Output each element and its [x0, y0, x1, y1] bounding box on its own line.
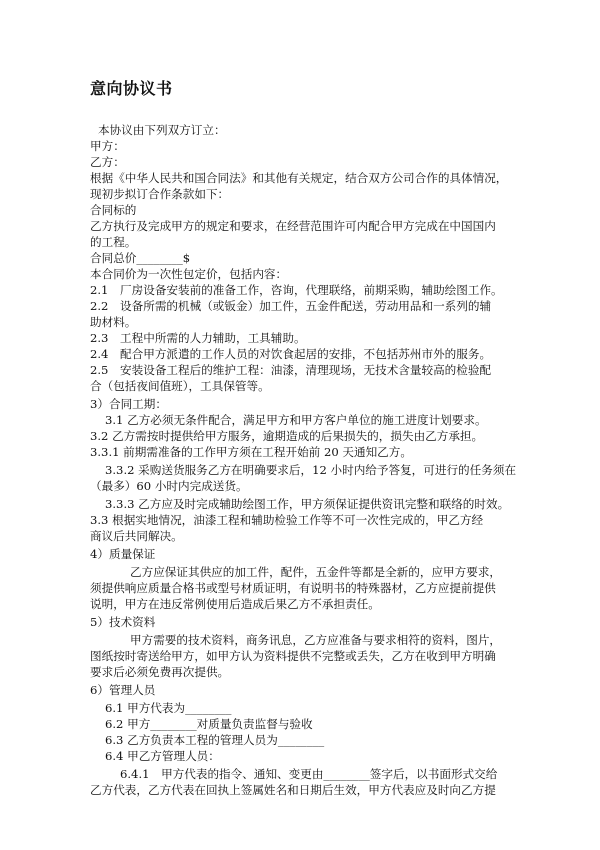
- clause-6-3: 6.3 乙方负责本工程的管理人员为________: [105, 733, 325, 747]
- clause-6-4-1: 6.4.1 甲方代表的指令、通知、变更由________签字后，以书面形式交给: [120, 767, 498, 781]
- paragraph-line: 乙方执行及完成甲方的规定和要求，在经营范围许可内配合甲方完成在中国国内: [90, 219, 496, 233]
- clause-6-1: 6.1 甲方代表为________: [105, 701, 232, 715]
- clause-3-3: 3.3 根据实地情况，油漆工程和辅助检验工作等不可一次性完成的，甲乙方经: [90, 513, 484, 527]
- clause-3-1: 3.1 乙方必须无条件配合，满足甲方和甲方客户单位的施工进度计划要求。: [105, 413, 487, 427]
- section-heading: 3）合同工期：: [90, 397, 167, 411]
- section-heading: 合同标的: [90, 203, 137, 217]
- paragraph-line: 现初步拟订合作条款如下：: [90, 187, 230, 201]
- paragraph-line: 甲方需要的技术资料，商务讯息，乙方应准备与要求相符的资料，图片，: [130, 633, 502, 647]
- section-heading: 5）技术资料: [90, 615, 156, 629]
- clause-2-4: 2.4 配合甲方派遣的工作人员的对饮食起居的安排，不包括苏州市外的服务。: [90, 347, 492, 361]
- clause-3-3-1: 3.3.1 前期需准备的工作甲方须在工程开始前 20 天通知乙方。: [90, 445, 412, 459]
- clause-6-4-1-cont: 乙方代表，乙方代表在回执上签属姓名和日期后生效，甲方代表应及时向乙方提: [90, 783, 496, 797]
- intro-line: 本协议由下列双方订立：: [98, 123, 226, 137]
- clause-3-3-2: 3.3.2 采购送货服务乙方在明确要求后，12 小时内给予答复，可进行的任务须在: [105, 463, 517, 477]
- clause-6-2: 6.2 甲方________对质量负责监督与验收: [105, 717, 313, 731]
- clause-3-3-2-cont: （最多）60 小时内完成送货。: [90, 479, 248, 493]
- paragraph-line: 的工程。: [90, 235, 137, 249]
- paragraph-line: 根据《中华人民共和国合同法》和其他有关规定，结合双方公司合作的具体情况，: [90, 171, 508, 185]
- paragraph-line: 要求后必须免费再次提供。: [90, 665, 230, 679]
- party-b-line: 乙方：: [90, 155, 125, 169]
- party-a-line: 甲方：: [90, 139, 125, 153]
- clause-2-1: 2.1 厂房设备安装前的准备工作，咨询，代理联络，前期采购，辅助绘图工作。: [90, 283, 503, 297]
- clause-3-2: 3.2 乙方需按时提供给甲方服务，逾期造成的后果损失的，损失由乙方承担。: [90, 429, 484, 443]
- clause-3-3-cont: 商议后共同解决。: [90, 529, 183, 543]
- section-heading: 6）管理人员: [90, 683, 156, 697]
- contract-total-line: 合同总价________$: [90, 251, 191, 265]
- clause-2-5-cont: 合（包括夜间值班），工具保管等。: [90, 379, 270, 393]
- paragraph-line: 图纸按时寄送给甲方，如甲方认为资料提供不完整或丢失，乙方在收到甲方明确: [90, 649, 496, 663]
- clause-6-4: 6.4 甲乙方管理人员：: [105, 749, 220, 763]
- paragraph-line: 须提供响应质量合格书或型号材质证明，有说明书的特殊器材，乙方应提前提供: [90, 581, 496, 595]
- clause-2-2-cont: 助材料。: [90, 315, 137, 329]
- paragraph-line: 本合同价为一次性包定价，包括内容：: [90, 267, 288, 281]
- clause-2-2: 2.2 设备所需的机械（或钣金）加工件，五金件配送，劳动用品和一系列的辅: [90, 299, 492, 313]
- clause-2-5: 2.5 安装设备工程后的维护工程：油漆，清理现场，无技术含量较高的检验配: [90, 363, 492, 377]
- clause-3-3-3: 3.3.3 乙方应及时完成辅助绘图工作，甲方须保证提供资讯完整和联络的时效。: [105, 497, 510, 511]
- paragraph-line: 乙方应保证其供应的加工件，配件，五金件等都是全新的，应甲方要求，: [130, 565, 502, 579]
- section-heading: 4）质量保证: [90, 547, 156, 561]
- document-title: 意向协议书: [90, 79, 173, 98]
- paragraph-line: 说明，甲方在违反常例使用后造成后果乙方不承担责任。: [90, 597, 380, 611]
- clause-2-3: 2.3 工程中所需的人力辅助，工具辅助。: [90, 331, 306, 345]
